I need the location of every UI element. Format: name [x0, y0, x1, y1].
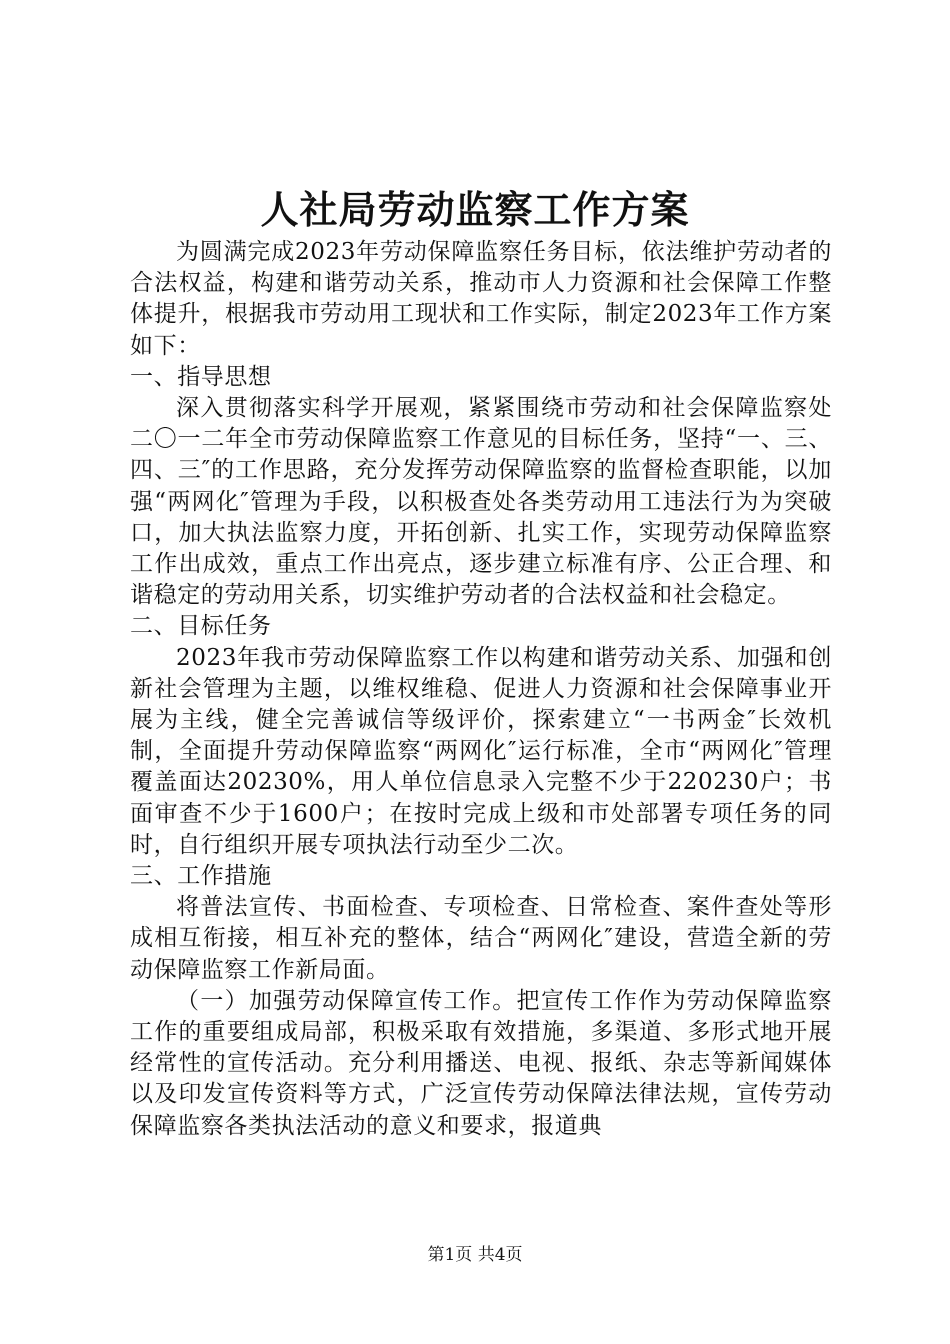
document-title: 人社局劳动监察工作方案	[260, 187, 690, 232]
section-paragraph: 深入贯彻落实科学开展观，紧紧围绕市劳动和社会保障监察处二〇一二年全市劳动保障监察工作意见的目标任务，坚持“一、三、四、三″的工作思路，充分发挥劳动保障监察的监督检查职能，以加强“两网化″管理为手段，以积极查处各类劳动用工违法行为为突破口，加大执法监察力度，开拓创新、扎实工作，实现劳动保障监察工作出成效，重点工作出亮点，逐步建立标准有序、公正合理、和谐稳定的劳动用关系，切实维护劳动者的合法权益和社会稳定。	[130, 395, 832, 609]
section-heading-guiding-ideology: 一、指导思想	[130, 363, 272, 390]
section-heading-goals: 二、目标任务	[130, 613, 272, 640]
intro-paragraph: 为圆满完成2023年劳动保障监察任务目标，依法维护劳动者的合法权益，构建和谐劳动关系，推动市人力资源和社会保障工作整体提升，根据我市劳动用工现状和工作实际，制定2023年工作方案如下：	[130, 239, 832, 359]
section-paragraph: 将普法宣传、书面检查、专项检查、日常检查、案件查处等形成相互衔接，相互补充的整体，结合“两网化″建设，营造全新的劳动保障监察工作新局面。	[130, 894, 832, 983]
section-paragraph: （一）加强劳动保障宣传工作。把宣传工作作为劳动保障监察工作的重要组成局部，积极采取有效措施，多渠道、多形式地开展经常性的宣传活动。充分利用播送、电视、报纸、杂志等新闻媒体以及印发宣传资料等方式，广泛宣传劳动保障法律法规，宣传劳动保障监察各类执法活动的意义和要求，报道典	[130, 987, 832, 1139]
page-number-footer: 第1页 共4页	[427, 1245, 523, 1265]
section-paragraph: 2023年我市劳动保障监察工作以构建和谐劳动关系、加强和创新社会管理为主题，以维权维稳、促进人力资源和社会保障事业开展为主线，健全完善诚信等级评价，探索建立“一书两金″长效机制，全面提升劳动保障监察“两网化″运行标准，全市“两网化″管理覆盖面达20230%，用人单位信息录入完整不少于220230户；书面审查不少于1600户；在按时完成上级和市处部署专项任务的同时，自行组织开展专项执法行动至少二次。	[130, 644, 832, 858]
document-body	[130, 237, 832, 1142]
section-heading-measures: 三、工作措施	[130, 863, 272, 890]
